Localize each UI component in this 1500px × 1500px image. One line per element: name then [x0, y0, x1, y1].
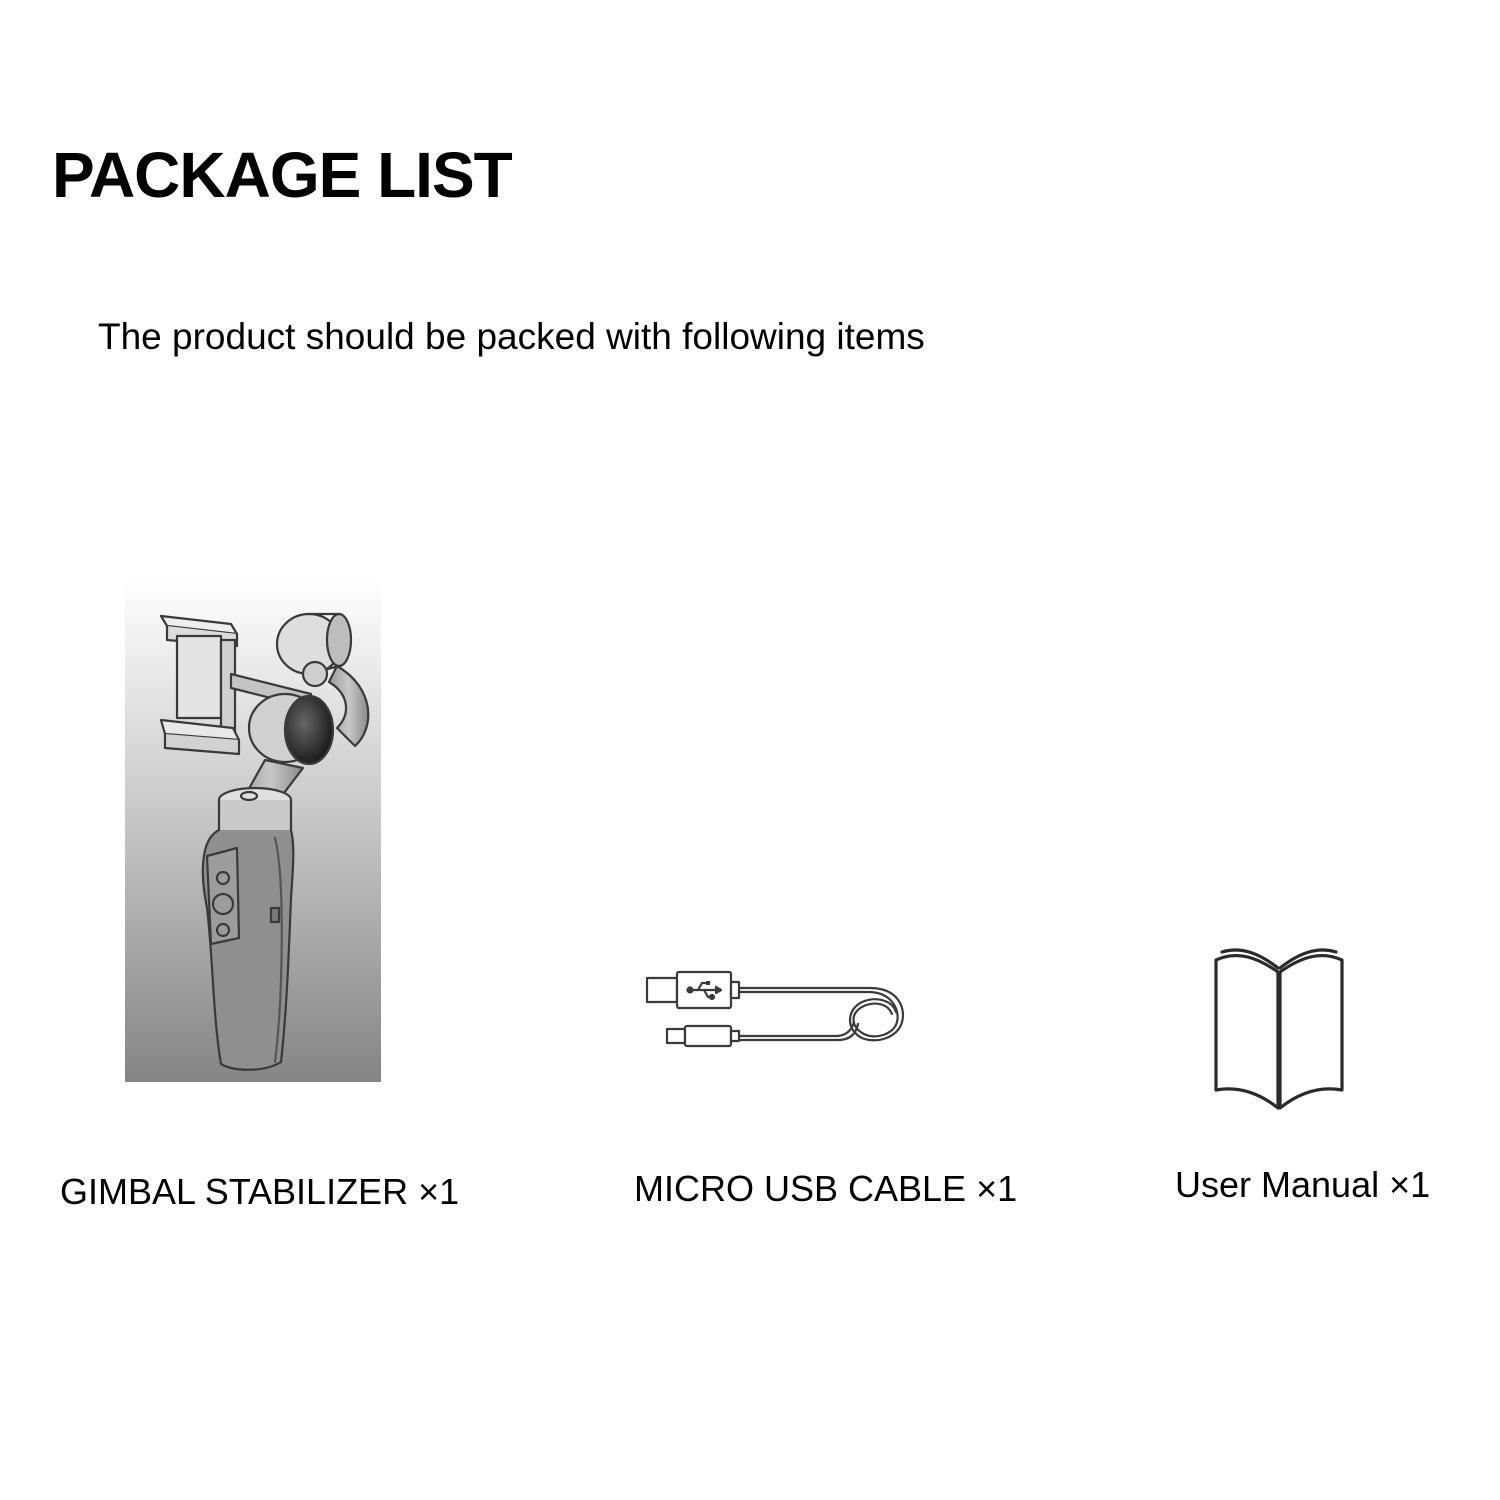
intro-text: The product should be packed with following items [98, 316, 925, 357]
gimbal-stabilizer-illustration [125, 578, 381, 1082]
gimbal-stabilizer-label: GIMBAL STABILIZER ×1 [60, 1171, 460, 1212]
user-manual-icon [1208, 942, 1350, 1112]
user-manual-label: User Manual ×1 [1175, 1164, 1431, 1205]
page-title: PACKAGE LIST [52, 139, 512, 211]
usb-cable-icon [640, 968, 912, 1050]
micro-usb-cable-label: MICRO USB CABLE ×1 [634, 1168, 1018, 1209]
